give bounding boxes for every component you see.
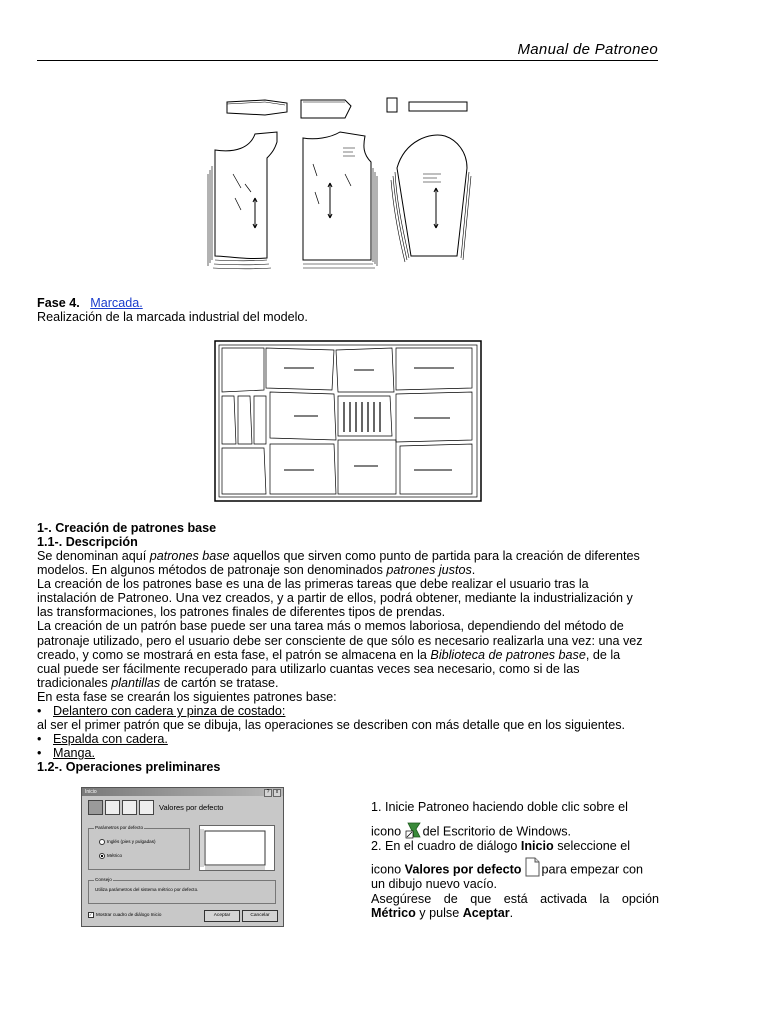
close-button[interactable]: x [273, 789, 281, 797]
template-icon[interactable] [122, 800, 137, 815]
new-document-icon[interactable] [522, 857, 542, 877]
consejo-group: Consejo Utiliza parámetros del sistema métrico por defecto. [88, 880, 276, 904]
step-2-line-3: un dibujo nuevo vacío. [371, 877, 498, 891]
dialog-toolbar [88, 800, 156, 816]
bullet-3: • Manga. [37, 746, 96, 761]
new-document-icon[interactable] [105, 800, 120, 815]
dialog-heading: Valores por defecto [159, 803, 224, 812]
subsection-2-title: 1.2-. Operaciones preliminares [37, 760, 221, 775]
page-header [37, 41, 658, 61]
step-2-line-2: icono Valores por defecto para empezar con [371, 857, 659, 877]
step-2-line-1: 2. En el cuadro de diálogo Inicio seleccione el [371, 838, 631, 853]
radio-metrico[interactable]: Métrico [99, 853, 122, 859]
instructions [371, 800, 659, 921]
step-1-line-1: 1. Inicie Patroneo haciendo doble clic sobre el [371, 800, 628, 814]
pattern-pieces-figure [205, 88, 475, 273]
step-3-line-1: Asegúrese de que está activada la opción [371, 891, 659, 906]
dialog-title: Inicio [85, 789, 97, 795]
paragraph-1: Se denominan aquí patrones base aquellos que sirven como punto de partida para la creación de diferentes modelos. En algunos métodos de patronaje son denominados patrones justos. La creación de los patrones base es una de las primeras tareas que debe realizar el usuario tras la instalación de Patroneo. Una vez creados, y a partir de ellos, podrá obtener, mediante la industrialización y las transformaciones, los patrones finales de diferentes tipos de prendas. La creación de un patrón base puede ser una tarea más o memos laboriosa, dependiendo del método de patronaje utilizado, pero el usuario debe ser consciente de que sólo es necesario realizarla una vez: una vez creado, y como se mostrará en esta fase, el patrón se almacena en la Biblioteca de patrones base, de la cual puede ser fácilmente recuperado para utilizarlo cuantas veces sea necesario, como si de las tradicionales plantillas de cartón se tratase. En esta fase se crearán los siguientes patrones base: • Delantero con cadera y pinza de costado: al ser el primer patrón que se dibuja, las operaciones se describen con más detalle que en los siguientes. • Espalda con cadera. • Manga. 1.2-. Operaciones preliminares [37, 549, 662, 775]
open-folder-icon[interactable] [88, 800, 103, 815]
cancelar-button[interactable]: Cancelar [242, 910, 278, 922]
consejo-text: Utiliza parámetros del sistema métrico por defecto. [95, 887, 199, 892]
marker-layout-figure [214, 340, 482, 502]
dialog-titlebar [82, 788, 283, 796]
bullet-1: • Delantero con cadera y pinza de costado: [37, 704, 286, 719]
section-title: 1-. Creación de patrones base [37, 521, 217, 535]
help-button[interactable]: ? [264, 789, 272, 797]
mostrar-inicio-checkbox[interactable]: ✓ Mostrar cuadro de diálogo Inicio [89, 912, 162, 918]
header-title: Manual de Patroneo [517, 41, 658, 58]
wizard-icon[interactable] [139, 800, 154, 815]
aceptar-button[interactable]: Aceptar [204, 910, 240, 922]
params-group: Parámetros por defecto Inglés (pies y pulgadas) Métrico [88, 828, 190, 870]
patroneo-app-icon[interactable] [405, 821, 423, 839]
fase4-description: Realización de la marcada industrial del modelo. [37, 310, 308, 324]
radio-ingles[interactable]: Inglés (pies y pulgadas) [99, 839, 156, 845]
fase4-label: Fase 4. [37, 296, 80, 310]
bullet-1-note: al ser el primer patrón que se dibuja, las operaciones se describen con más detalle que en los siguientes. [37, 718, 626, 733]
inicio-dialog [81, 787, 284, 927]
fase4-line [37, 296, 662, 310]
checkbox-check-icon: ✓ [89, 912, 93, 917]
bullet-2: • Espalda con cadera. [37, 732, 168, 747]
subsection-title: 1.1-. Descripción [37, 535, 138, 549]
marcada-link[interactable]: Marcada. [90, 296, 143, 310]
step-1-line-2: icono del Escritorio de Windows. [371, 821, 659, 839]
step-3-line-2: Métrico y pulse Aceptar. [371, 906, 514, 920]
preview-icon [199, 825, 275, 871]
